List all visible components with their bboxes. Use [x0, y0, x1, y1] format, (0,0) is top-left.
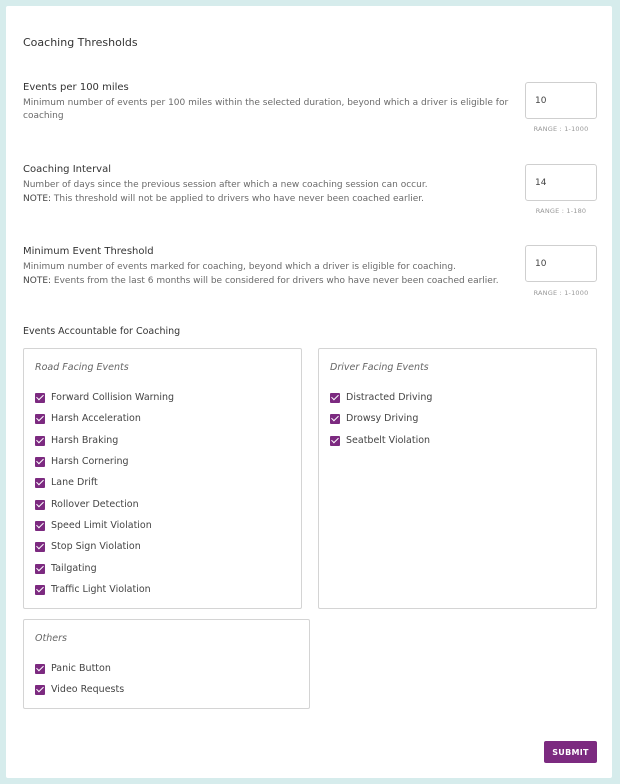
- checkbox-stop-sign-violation[interactable]: [35, 541, 141, 552]
- checkbox-label: Tailgating: [51, 563, 97, 574]
- threshold-events-per-100-miles: [23, 82, 513, 123]
- checkbox-speed-limit-violation[interactable]: [35, 520, 152, 531]
- checkbox-checked-icon[interactable]: [35, 414, 45, 424]
- checkbox-traffic-light-violation[interactable]: [35, 584, 151, 595]
- others-events-group: [23, 619, 310, 709]
- checkbox-label: Speed Limit Violation: [51, 520, 152, 531]
- note-text: Events from the last 6 months will be considered for drivers who have never been coached earlier.: [51, 276, 499, 286]
- checkbox-checked-icon[interactable]: [35, 685, 45, 695]
- note-label: NOTE:: [23, 276, 52, 286]
- checkbox-label: Harsh Cornering: [51, 456, 129, 467]
- checkbox-tailgating[interactable]: [35, 563, 97, 574]
- checkbox-label: Forward Collision Warning: [51, 392, 175, 403]
- note-label: NOTE:: [23, 194, 52, 204]
- checkbox-label: Traffic Light Violation: [51, 584, 151, 595]
- minimum-event-threshold-input[interactable]: [525, 245, 597, 282]
- checkbox-checked-icon[interactable]: [35, 542, 45, 552]
- checkbox-checked-icon[interactable]: [35, 564, 45, 574]
- events-section-title: Events Accountable for Coaching: [23, 326, 181, 337]
- note-text: This threshold will not be applied to drivers who have never been coached earlier.: [51, 194, 424, 204]
- checkbox-checked-icon[interactable]: [35, 521, 45, 531]
- range-hint: RANGE : 1-180: [535, 207, 587, 215]
- threshold-name: Minimum Event Threshold: [23, 246, 154, 257]
- checkbox-checked-icon[interactable]: [35, 500, 45, 510]
- checkbox-checked-icon[interactable]: [35, 585, 45, 595]
- checkbox-label: Panic Button: [51, 663, 111, 674]
- group-title: Driver Facing Events: [330, 362, 429, 373]
- threshold-note: [23, 193, 513, 206]
- checkbox-checked-icon[interactable]: [35, 457, 45, 467]
- checkbox-checked-icon[interactable]: [330, 414, 340, 424]
- group-title: Road Facing Events: [35, 362, 129, 373]
- checkbox-label: Seatbelt Violation: [346, 435, 431, 446]
- threshold-coaching-interval: [23, 164, 513, 206]
- threshold-description: Number of days since the previous session after which a new coaching session can occur.: [23, 180, 428, 190]
- road-facing-events-group: [23, 348, 302, 609]
- checkbox-label: Video Requests: [51, 684, 125, 695]
- checkbox-panic-button[interactable]: [35, 663, 111, 674]
- threshold-name: Coaching Interval: [23, 164, 112, 175]
- checkbox-drowsy-driving[interactable]: [330, 413, 418, 424]
- group-title: Others: [35, 633, 67, 644]
- checkbox-distracted-driving[interactable]: [330, 392, 432, 403]
- threshold-description: Minimum number of events per 100 miles within the selected duration, beyond which a driver is eligible for coaching: [23, 98, 509, 121]
- checkbox-video-requests[interactable]: [35, 684, 124, 695]
- driver-facing-events-group: [318, 348, 597, 609]
- page-title: Coaching Thresholds: [23, 36, 138, 49]
- checkbox-checked-icon[interactable]: [35, 664, 45, 674]
- checkbox-checked-icon[interactable]: [35, 393, 45, 403]
- checkbox-harsh-cornering[interactable]: [35, 456, 129, 467]
- checkbox-lane-drift[interactable]: [35, 477, 98, 488]
- threshold-note: [23, 275, 513, 288]
- checkbox-checked-icon[interactable]: [330, 393, 340, 403]
- checkbox-label: Rollover Detection: [51, 499, 139, 510]
- checkbox-label: Lane Drift: [51, 477, 98, 488]
- checkbox-harsh-acceleration[interactable]: [35, 413, 141, 424]
- checkbox-label: Distracted Driving: [346, 392, 433, 403]
- checkbox-label: Stop Sign Violation: [51, 541, 141, 552]
- checkbox-checked-icon[interactable]: [35, 436, 45, 446]
- coaching-interval-input[interactable]: [525, 164, 597, 201]
- events-per-100-miles-input[interactable]: [525, 82, 597, 119]
- checkbox-forward-collision-warning[interactable]: [35, 392, 174, 403]
- checkbox-checked-icon[interactable]: [35, 478, 45, 488]
- checkbox-label: Harsh Braking: [51, 435, 119, 446]
- checkbox-seatbelt-violation[interactable]: [330, 435, 430, 446]
- checkbox-harsh-braking[interactable]: [35, 435, 118, 446]
- checkbox-label: Harsh Acceleration: [51, 413, 141, 424]
- checkbox-label: Drowsy Driving: [346, 413, 419, 424]
- threshold-description: Minimum number of events marked for coaching, beyond which a driver is eligible for coaching.: [23, 262, 456, 272]
- submit-button[interactable]: SUBMIT: [544, 741, 597, 763]
- range-hint: RANGE : 1-1000: [533, 125, 589, 133]
- checkbox-checked-icon[interactable]: [330, 436, 340, 446]
- threshold-minimum-event: [23, 246, 513, 288]
- checkbox-rollover-detection[interactable]: [35, 499, 139, 510]
- range-hint: RANGE : 1-1000: [533, 289, 589, 297]
- threshold-name: Events per 100 miles: [23, 82, 129, 93]
- coaching-thresholds-card: [6, 6, 612, 778]
